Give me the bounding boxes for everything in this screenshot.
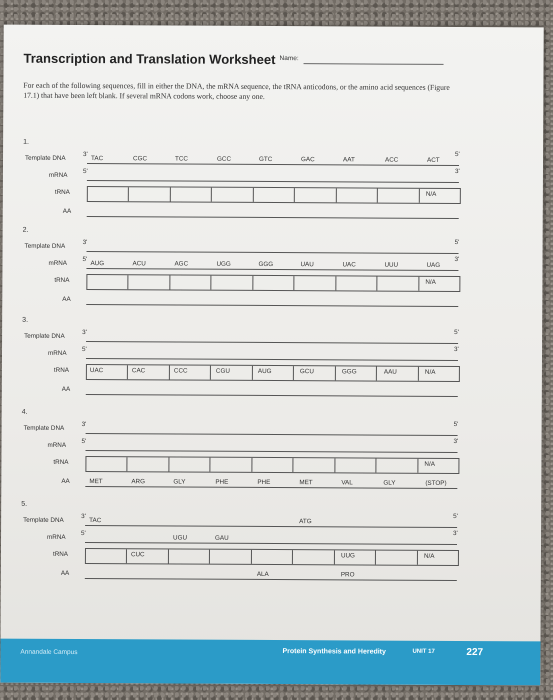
mrna-codon: AUG — [90, 260, 105, 268]
prime-mark: 5' — [82, 256, 88, 264]
trna-codon-box[interactable] — [210, 550, 252, 564]
worksheet-title: Transcription and Translation Worksheet — [23, 50, 276, 68]
mrna-label: mRNA — [48, 259, 68, 267]
trna-codon-box[interactable] — [335, 458, 377, 472]
template-dna-line[interactable] — [86, 341, 458, 344]
template-dna-line[interactable] — [85, 525, 457, 528]
aa-line[interactable] — [87, 216, 459, 219]
aa-line[interactable] — [85, 486, 457, 489]
mrna-codon: UUU — [384, 261, 399, 269]
prime-mark: 3' — [454, 345, 459, 353]
aa-codon: ARG — [131, 478, 146, 486]
prime-mark: 3' — [83, 151, 88, 159]
prime-mark: 5' — [82, 168, 88, 176]
footer-subject: Protein Synthesis and Heredity — [282, 648, 386, 656]
prime-mark: 3' — [81, 513, 86, 521]
template-dna-label: Template DNA — [23, 424, 65, 432]
trna-codon-box[interactable] — [376, 459, 418, 473]
template-codon: TAC — [89, 517, 102, 525]
trna-codon-boxes — [86, 274, 460, 292]
mrna-codon: ACU — [132, 260, 146, 268]
trna-codon: UAC — [89, 367, 104, 375]
aa-line[interactable] — [86, 394, 458, 397]
aa-codon: PHE — [257, 478, 271, 486]
trna-codon-box[interactable] — [129, 187, 171, 201]
trna-codon: GGG — [341, 368, 357, 376]
problem-number: 3. — [22, 316, 29, 324]
prime-mark: 5' — [81, 438, 87, 446]
trna-codon-box[interactable] — [170, 275, 212, 289]
trna-codon-box[interactable] — [86, 549, 128, 563]
trna-codon-box[interactable] — [254, 188, 296, 202]
aa-codon: ALA — [256, 570, 269, 578]
trna-codon: GCU — [299, 368, 314, 376]
aa-label: AA — [61, 385, 71, 393]
trna-label: tRNA — [52, 550, 69, 558]
worksheet-page — [0, 25, 543, 686]
mrna-line[interactable] — [86, 268, 458, 271]
na-label: N/A — [425, 278, 436, 286]
prime-mark: 5' — [82, 346, 87, 354]
mrna-line[interactable] — [85, 542, 457, 545]
trna-codon-box[interactable] — [293, 550, 335, 564]
template-codon: ATG — [299, 518, 312, 526]
template-codon: ACC — [385, 156, 399, 164]
trna-label: tRNA — [53, 366, 69, 374]
trna-codon-box[interactable] — [128, 457, 170, 471]
mrna-label: mRNA — [47, 349, 67, 357]
prime-mark: 5' — [453, 512, 458, 520]
trna-codon-boxes — [87, 186, 461, 204]
mrna-label: mRNA — [48, 171, 68, 179]
name-line[interactable] — [304, 63, 444, 65]
mrna-codon: UAG — [426, 261, 441, 269]
template-dna-line[interactable] — [87, 163, 459, 166]
problem-number: 5. — [21, 500, 28, 508]
template-codon: TCC — [175, 155, 188, 163]
aa-codon: MET — [299, 479, 313, 487]
mrna-label: mRNA — [47, 533, 66, 541]
mrna-label: mRNA — [47, 441, 67, 449]
aa-line[interactable] — [85, 578, 457, 581]
trna-codon-box[interactable] — [252, 458, 294, 472]
prime-mark: 3' — [454, 167, 460, 175]
mrna-codon: UAC — [342, 261, 356, 269]
problem-number: 2. — [22, 226, 29, 234]
prime-mark: 5' — [81, 530, 86, 538]
footer-unit: UNIT 17 — [412, 648, 435, 655]
na-label: N/A — [425, 190, 437, 198]
footer-page-number: 227 — [466, 647, 484, 659]
template-dna-label: Template DNA — [24, 332, 65, 340]
trna-codon: CUC — [130, 551, 145, 559]
mrna-codon: AGC — [174, 260, 189, 268]
aa-codon: GLY — [383, 479, 396, 487]
aa-line[interactable] — [86, 304, 458, 307]
trna-codon: AAU — [383, 368, 397, 376]
aa-label: AA — [61, 477, 70, 485]
trna-codon-box[interactable] — [376, 551, 418, 565]
template-codon: GAC — [301, 156, 315, 164]
prime-mark: 3' — [453, 529, 458, 537]
trna-codon-box[interactable] — [252, 550, 294, 564]
trna-codon-box[interactable] — [212, 276, 254, 290]
aa-label: AA — [62, 295, 71, 303]
instructions: For each of the following sequences, fill in either the DNA, the mRNA sequence, the tRNA anticodons, or the amino acid sequences (Figure 17.1) that have been left blank. If several mRNA codons work, choose any one. — [23, 80, 450, 101]
prime-mark: 5' — [453, 420, 459, 428]
mrna-line[interactable] — [87, 180, 459, 183]
trna-codon: CCC — [173, 367, 188, 375]
trna-codon-box[interactable] — [212, 188, 254, 202]
trna-codon-box[interactable] — [171, 187, 213, 201]
trna-label: tRNA — [54, 276, 70, 284]
template-dna-line[interactable] — [87, 251, 459, 254]
mrna-codon: UGU — [173, 534, 188, 542]
template-dna-label: Template DNA — [23, 516, 64, 524]
trna-codon-box[interactable] — [295, 276, 337, 290]
aa-codon: GLY — [173, 478, 186, 486]
na-label: N/A — [423, 552, 435, 560]
prime-mark: 3' — [81, 421, 87, 429]
mrna-codon: GGG — [258, 260, 274, 269]
trna-codon-box[interactable] — [253, 276, 295, 290]
problem-number: 1. — [23, 138, 29, 146]
template-codon: GTC — [259, 155, 273, 163]
prime-mark: 3' — [454, 255, 460, 263]
trna-codon-box[interactable] — [169, 549, 211, 563]
trna-codon-box[interactable] — [211, 458, 253, 472]
trna-label: tRNA — [53, 458, 69, 466]
template-codon: GCC — [217, 155, 232, 163]
aa-codon: PHE — [215, 478, 229, 486]
trna-codon-box[interactable] — [88, 187, 130, 201]
aa-label: AA — [60, 569, 70, 577]
na-label: N/A — [424, 460, 435, 468]
trna-codon-box[interactable] — [377, 277, 419, 291]
trna-codon-box[interactable] — [169, 457, 211, 471]
prime-mark: 3' — [82, 239, 88, 247]
trna-codon-box[interactable] — [86, 457, 128, 471]
trna-codon: CGU — [215, 367, 230, 375]
aa-label: AA — [62, 207, 72, 215]
template-codon: TAC — [91, 155, 104, 163]
trna-label: tRNA — [54, 188, 70, 196]
trna-codon-box[interactable] — [294, 458, 336, 472]
prime-mark: 5' — [454, 238, 460, 246]
template-dna-line[interactable] — [86, 433, 458, 436]
aa-codon: PRO — [340, 571, 355, 579]
trna-codon-box[interactable] — [129, 275, 171, 289]
trna-codon-box[interactable] — [336, 188, 378, 202]
name-label: Name: — [279, 55, 299, 63]
footer-bar — [0, 639, 540, 686]
trna-codon-boxes — [85, 456, 459, 474]
template-codon: CGC — [133, 155, 148, 163]
prime-mark: 5' — [455, 150, 460, 158]
mrna-codon: GAU — [215, 534, 229, 542]
trna-codon-box[interactable] — [295, 188, 337, 202]
template-dna-label: Template DNA — [24, 242, 66, 250]
footer-campus: Annandale Campus — [20, 648, 78, 656]
template-dna-label: Template DNA — [25, 154, 66, 162]
mrna-codon: UAU — [300, 261, 314, 269]
trna-codon-box[interactable] — [336, 276, 378, 290]
mrna-codon: UGG — [216, 260, 231, 268]
problem-number: 4. — [21, 408, 28, 416]
template-codon: ACT — [427, 156, 440, 164]
trna-codon-box[interactable] — [87, 275, 129, 289]
mrna-line[interactable] — [85, 450, 457, 453]
aa-codon: VAL — [341, 479, 353, 487]
prime-mark: 3' — [82, 329, 87, 337]
template-codon: AAT — [343, 156, 355, 164]
trna-codon: AUG — [257, 367, 272, 375]
prime-mark: 5' — [454, 328, 459, 336]
aa-codon: (STOP) — [425, 479, 447, 487]
mrna-line[interactable] — [86, 358, 458, 361]
trna-codon: CAC — [131, 367, 146, 375]
aa-codon: MET — [89, 478, 103, 486]
trna-codon: UUG — [340, 552, 355, 560]
trna-codon-box[interactable] — [378, 189, 420, 203]
na-label: N/A — [424, 368, 436, 376]
prime-mark: 3' — [453, 437, 459, 445]
